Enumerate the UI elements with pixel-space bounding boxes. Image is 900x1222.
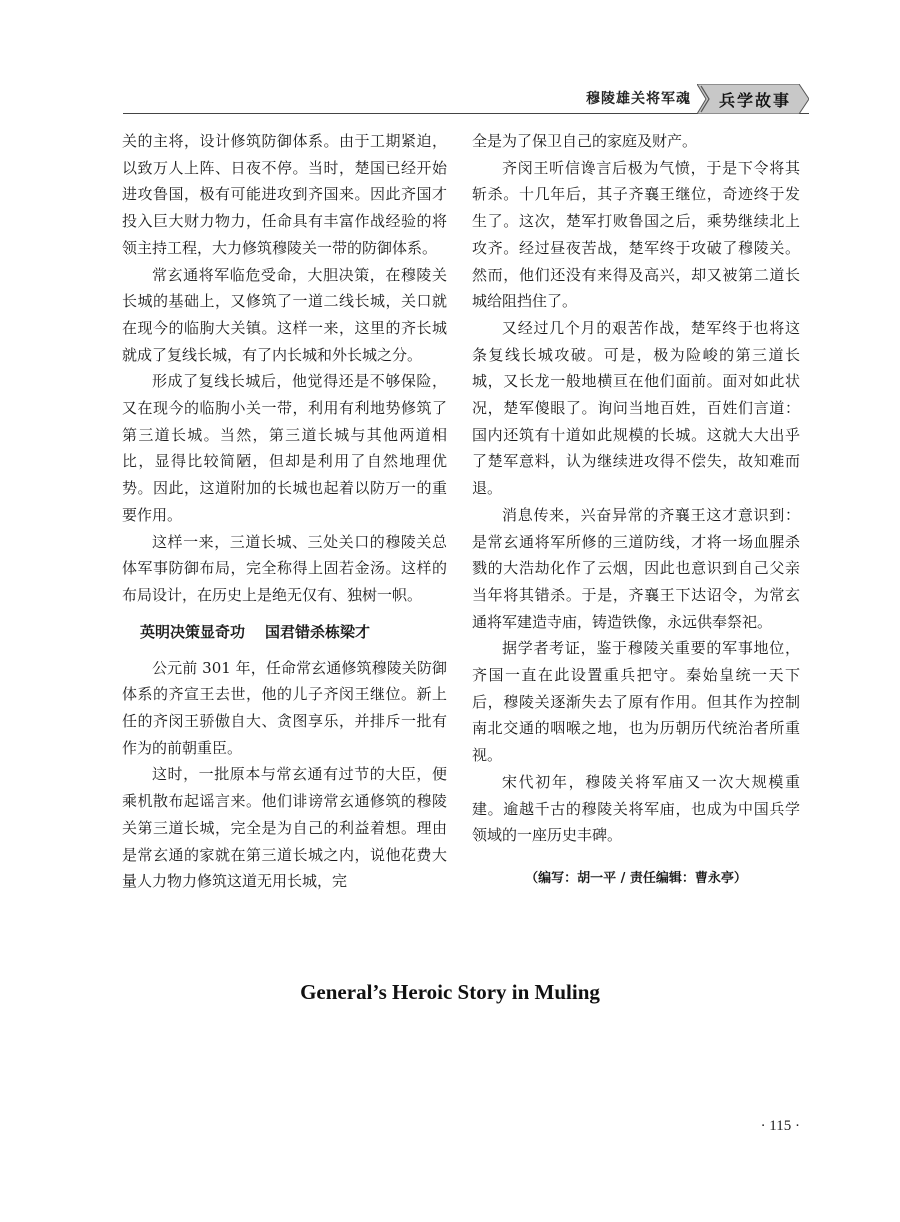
page-header [123,84,809,114]
section-badge [697,84,809,114]
editor-credit: （编写：胡一平 / 责任编辑：曹永亭） [525,870,747,886]
english-title: General’s Heroic Story in Muling [300,980,600,1004]
paragraph: 宋代初年，穆陵关将军庙又一次大规模重建。逾越千古的穆陵关将军庙，也成为中国兵学领域的一座历史丰碑。 [472,772,800,845]
section-badge-label: 兵学故事 [719,91,792,110]
right-column [472,128,800,891]
paragraph-continuation: 全是为了保卫自己的家庭及财产。 [472,132,698,150]
header-subtitle: 穆陵雄关将军魂 [586,91,691,107]
paragraph: 又经过几个月的艰苦作战，楚军终于也将这条复线长城攻破。可是，极为险峻的第三道长城，又长龙一般地横亘在他们面前。面对如此状况，楚军傻眼了。询问当地百姓，百姓们言道：国内还筑有十道如此规模的长城。这就大大出乎了楚军意料，认为继续进攻得不偿失，故知难而退。 [472,318,800,498]
section-subheading [122,619,447,645]
paragraph: 公元前 301 年，任命常玄通修筑穆陵关防御体系的齐宣王去世，他的儿子齐闵王继位。新上任的齐闵王骄傲自大、贪图享乐，并排斥一批有作为的前朝重臣。 [122,658,447,757]
subheading-part-2: 国君错杀栋梁才 [265,622,371,641]
left-column [122,128,447,895]
subheading-part-1: 英明决策显奇功 [140,622,246,641]
paragraph: 关的主将，设计修筑防御体系。由于工期紧迫，以致万人上阵、日夜不停。当时，楚国已经开始进攻鲁国，极有可能进攻到齐国来。因此齐国才投入巨大财力物力，任命具有丰富作战经验的将领主持工程，大力修筑穆陵关一带的防御体系。 [122,132,447,257]
paragraph: 形成了复线长城后，他觉得还是不够保险，又在现今的临朐小关一带，利用有利地势修筑了第三道长城。当然，第三道长城与其他两道相比，显得比较简陋，但却是利用了自然地理优势。因此，这道附加的长城也起着以防万一的重要作用。 [122,372,447,524]
paragraph: 常玄通将军临危受命，大胆决策，在穆陵关长城的基础上，又修筑了一道二线长城，关口就在现今的临朐大关镇。这样一来，这里的齐长城就成了复线长城，有了内长城和外长城之分。 [122,265,447,364]
paragraph: 这时，一批原本与常玄通有过节的大臣，便乘机散布起谣言来。他们诽谤常玄通修筑的穆陵关第三道长城，完全是为自己的利益着想。理由是常玄通的家就在第三道长城之内，说他花费大量人力物力修筑这道无用长城，完 [122,765,447,891]
paragraph: 齐闵王听信谗言后极为气愤，于是下令将其斩杀。十几年后，其子齐襄王继位，奇迹终于发生了。这次，楚军打败鲁国之后，乘势继续北上攻齐。经过昼夜苦战，楚军终于攻破了穆陵关。然而，他们还没有来得及高兴，却又被第二道长城给阻挡住了。 [472,158,800,311]
page-number: · 115 · [760,1118,800,1134]
paragraph: 这样一来，三道长城、三处关口的穆陵关总体军事防御布局，完全称得上固若金汤。这样的布局设计，在历史上是绝无仅有、独树一帜。 [122,532,447,604]
paragraph: 消息传来，兴奋异常的齐襄王这才意识到：是常玄通将军所修的三道防线，才将一场血腥杀戮的大浩劫化作了云烟，因此也意识到自己父亲当年将其错杀。于是，齐襄王下达诏令，为常玄通将军建造寺庙，铸造铁像，永远供奉祭祀。 [472,505,800,631]
paragraph: 据学者考证，鉴于穆陵关重要的军事地位，齐国一直在此设置重兵把守。秦始皇统一天下后，穆陵关逐渐失去了原有作用。但其作为控制南北交通的咽喉之地，也为历朝历代统治者所重视。 [472,639,800,765]
